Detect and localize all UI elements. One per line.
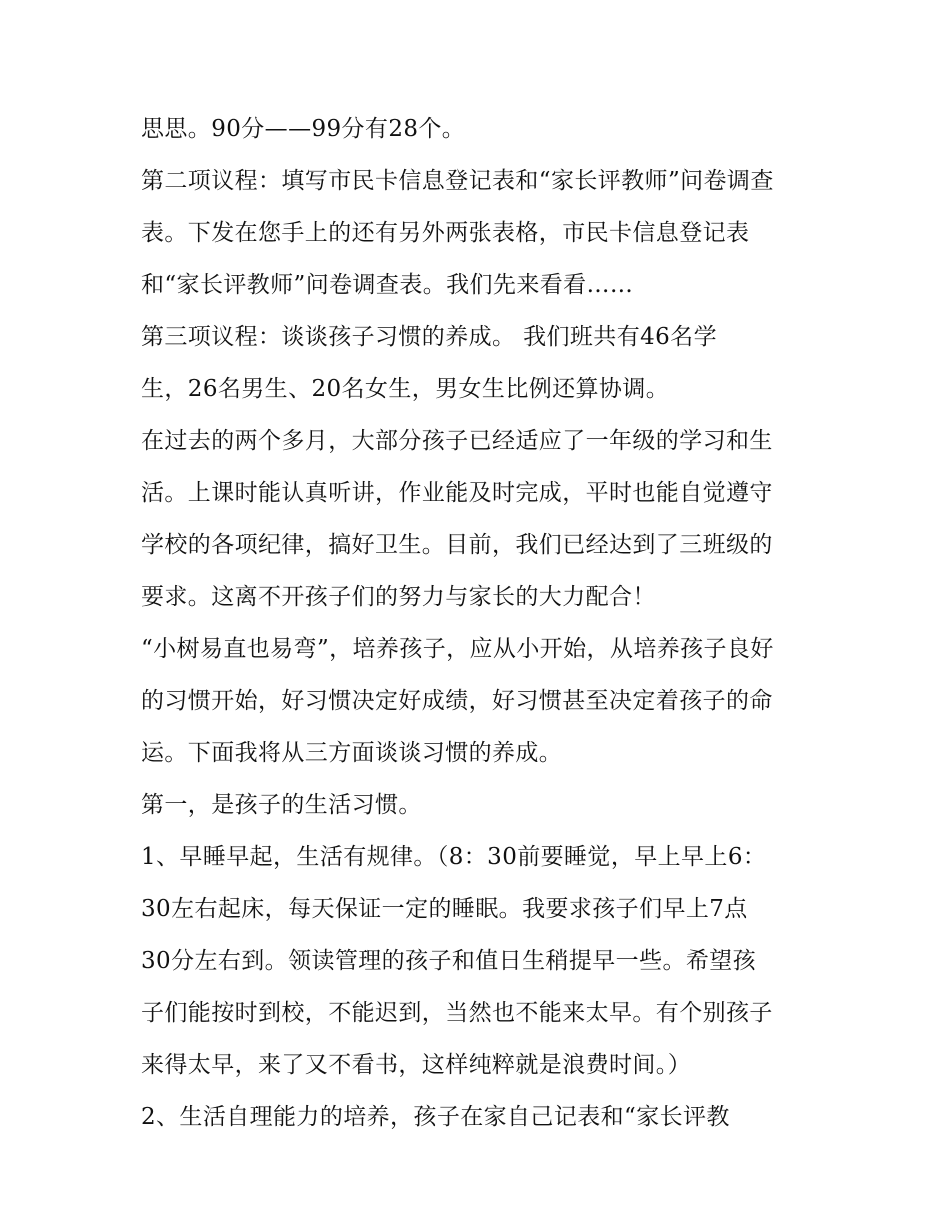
text-line: 活。上课时能认真听讲，作业能及时完成，平时也能自觉遵守 (141, 480, 773, 506)
text-line: 第一，是孩子的生活习惯。 (141, 792, 422, 818)
text-line: 生，26名男生、20名女生，男女生比例还算协调。 (141, 376, 670, 402)
text-line: 在过去的两个多月，大部分孩子已经适应了一年级的学习和生 (141, 428, 773, 454)
text-line: 第二项议程：填写市民卡信息登记表和“家长评教师”问卷调查 (141, 168, 774, 194)
text-line: 的习惯开始，好习惯决定好成绩，好习惯甚至决定着孩子的命 (141, 688, 773, 714)
text-line: 来得太早，来了又不看书，这样纯粹就是浪费时间。） (141, 1052, 692, 1078)
text-line: 表。下发在您手上的还有另外两张表格，市民卡信息登记表 (141, 220, 750, 246)
text-line: 学校的各项纪律，搞好卫生。目前，我们已经达到了三班级的 (141, 532, 773, 558)
document-body (141, 103, 831, 1143)
text-line: 30分左右到。领读管理的孩子和值日生稍提早一些。希望孩 (141, 948, 757, 974)
text-line: 子们能按时到校，不能迟到，当然也不能来太早。有个别孩子 (141, 1000, 773, 1026)
text-line: 要求。这离不开孩子们的努力与家长的大力配合！ (141, 584, 656, 610)
text-line: “小树易直也易弯”，培养孩子，应从小开始，从培养孩子良好 (141, 636, 774, 662)
text-line: 30左右起床，每天保证一定的睡眠。我要求孩子们早上7点 (141, 896, 748, 922)
text-line: 思思。90分——99分有28个。 (141, 116, 466, 142)
text-line: 1、早睡早起，生活有规律。（8：30前要睡觉，早上早上6： (141, 844, 767, 870)
text-line: 和“家长评教师”问卷调查表。我们先来看看…… (141, 272, 634, 298)
text-line: 2、生活自理能力的培养，孩子在家自己记表和“家长评教 (141, 1104, 730, 1130)
text-line: 第三项议程：谈谈孩子习惯的养成。 我们班共有46名学 (141, 324, 717, 350)
text-line: 运。下面我将从三方面谈谈习惯的养成。 (141, 740, 563, 766)
